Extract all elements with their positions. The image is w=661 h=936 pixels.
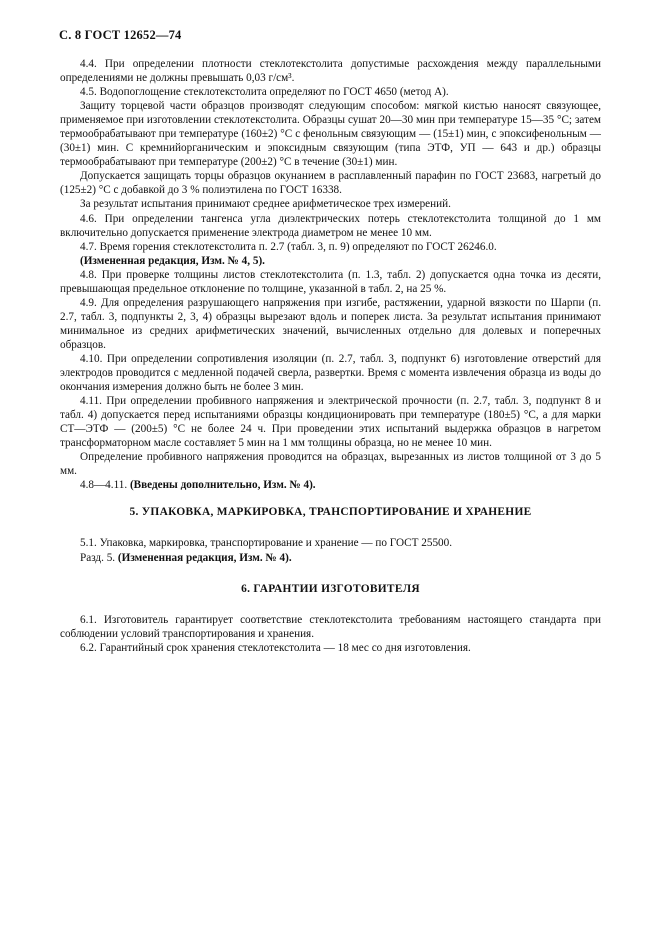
section-6-heading: 6. ГАРАНТИИ ИЗГОТОВИТЕЛЯ bbox=[241, 582, 420, 595]
paragraph-4-10: 4.10. При определении сопротивления изоляции (п. 2.7, табл. 3, подпункт 6) изготовление отверстий для электродов проводится с медленной подачей сверла, развертки. Время с момента извлечения образца из воды до окончания измерения должно быть не более 3 мин. bbox=[60, 352, 601, 394]
amendment-note-2 bbox=[60, 478, 601, 492]
paragraph-4-7: 4.7. Время горения стеклотекстолита п. 2.7 (табл. 3, п. 9) определяют по ГОСТ 26246.0. bbox=[80, 240, 497, 253]
section-5-amendment-text: (Измененная редакция, Изм. № 4). bbox=[117, 551, 292, 564]
page-header: С. 8 ГОСТ 12652—74 bbox=[59, 28, 182, 42]
paragraph-4-11: 4.11. При определении пробивного напряжения и электрической прочности (п. 2.7, табл. 3, подпункт 8 и табл. 4) допускается перед испытаниями образцы кондиционировать при температуре (180±5) °С, а для марки СТ—ЭТФ — (200±5) °С не более 24 ч. При проведении этих испытаний выдержка образцов в нагретом трансформаторном масле составляет 5 мин на 1 мм толщины образца, но не менее 10 мин. bbox=[60, 395, 601, 450]
amendment-note bbox=[60, 254, 601, 268]
section-5-heading: 5. УПАКОВКА, МАРКИРОВКА, ТРАНСПОРТИРОВАНИЕ И ХРАНЕНИЕ bbox=[129, 506, 532, 519]
amendment-ref: 4.8—4.11. bbox=[80, 479, 130, 492]
paragraph-5-1: 5.1. Упаковка, маркировка, транспортирование и хранение — по ГОСТ 25500. bbox=[80, 537, 453, 550]
paragraph-4-8: 4.8. При проверке толщины листов стеклотекстолита (п. 1.3, табл. 2) допускается одна точка из десяти, превышающая предельное отклонение по толщине, указанной в табл. 2, на 25 %. bbox=[60, 268, 601, 295]
paragraph-4-9: 4.9. Для определения разрушающего напряжения при изгибе, растяжении, ударной вязкости по Шарпи (п. 2.7, табл. 3, подпункты 2, 3, 4) образцы вырезают вдоль и поперек листа. За результат испытания принимают минимальное из средних арифметических значений, вычисленных отдельно для долевых и поперечных образцов. bbox=[60, 296, 601, 351]
amendment-note-text: (Измененная редакция, Изм. № 4, 5). bbox=[80, 254, 265, 267]
paragraph-6-2: 6.2. Гарантийный срок хранения стеклотекстолита — 18 мес со дня изготовления. bbox=[80, 641, 471, 654]
amendment-ref-text: (Введены дополнительно, Изм. № 4). bbox=[129, 479, 316, 492]
section-5-amendment bbox=[60, 551, 601, 565]
paragraph-paraffin: Допускается защищать торцы образцов окунанием в расплавленный парафин по ГОСТ 23683, нагретый до (125±2) °С с добавкой до 3 % полиэтилена по ГОСТ 16338. bbox=[60, 170, 601, 197]
paragraph-breakdown: Определение пробивного напряжения проводится на образцах, вырезанных из листов толщиной от 3 до 5 мм. bbox=[60, 451, 601, 478]
paragraph-6-1: 6.1. Изготовитель гарантирует соответствие стеклотекстолита требованиям настоящего стандарта при соблюдении условий транспортирования и хранения. bbox=[60, 613, 601, 640]
paragraph-result: За результат испытания принимают среднее арифметическое трех измерений. bbox=[80, 198, 451, 211]
paragraph-4-5: 4.5. Водопоглощение стеклотекстолита определяют по ГОСТ 4650 (метод А). bbox=[80, 86, 449, 99]
section-5-ref: Разд. 5. bbox=[80, 551, 118, 564]
paragraph-4-4: 4.4. При определении плотности стеклотекстолита допустимые расхождения между параллельными определениями не должны превышать 0,03 г/см³. bbox=[60, 58, 601, 85]
paragraph-edge-protection: Защиту торцевой части образцов производят следующим способом: мягкой кистью наносят связующее, применяемое при изготовлении стеклотекстолита. Образцы сушат 20—30 мин при температуре 15—35 °С; затем термообрабатывают при температуре (160±2) °С с фенольным связующим — (15±1) мин, с эпоксифенольным — (30±1) мин. С кремнийорганическим и эпоксидным связующим (типа ЭТФ, УП — 643 и др.) образцы термообрабатывают при температуре (200±2) °С в течение (30±1) мин. bbox=[60, 100, 601, 169]
paragraph-4-6: 4.6. При определении тангенса угла диэлектрических потерь стеклотекстолита толщиной до 1 мм включительно допускается применение электрода диаметром не менее 10 мм. bbox=[60, 212, 601, 239]
